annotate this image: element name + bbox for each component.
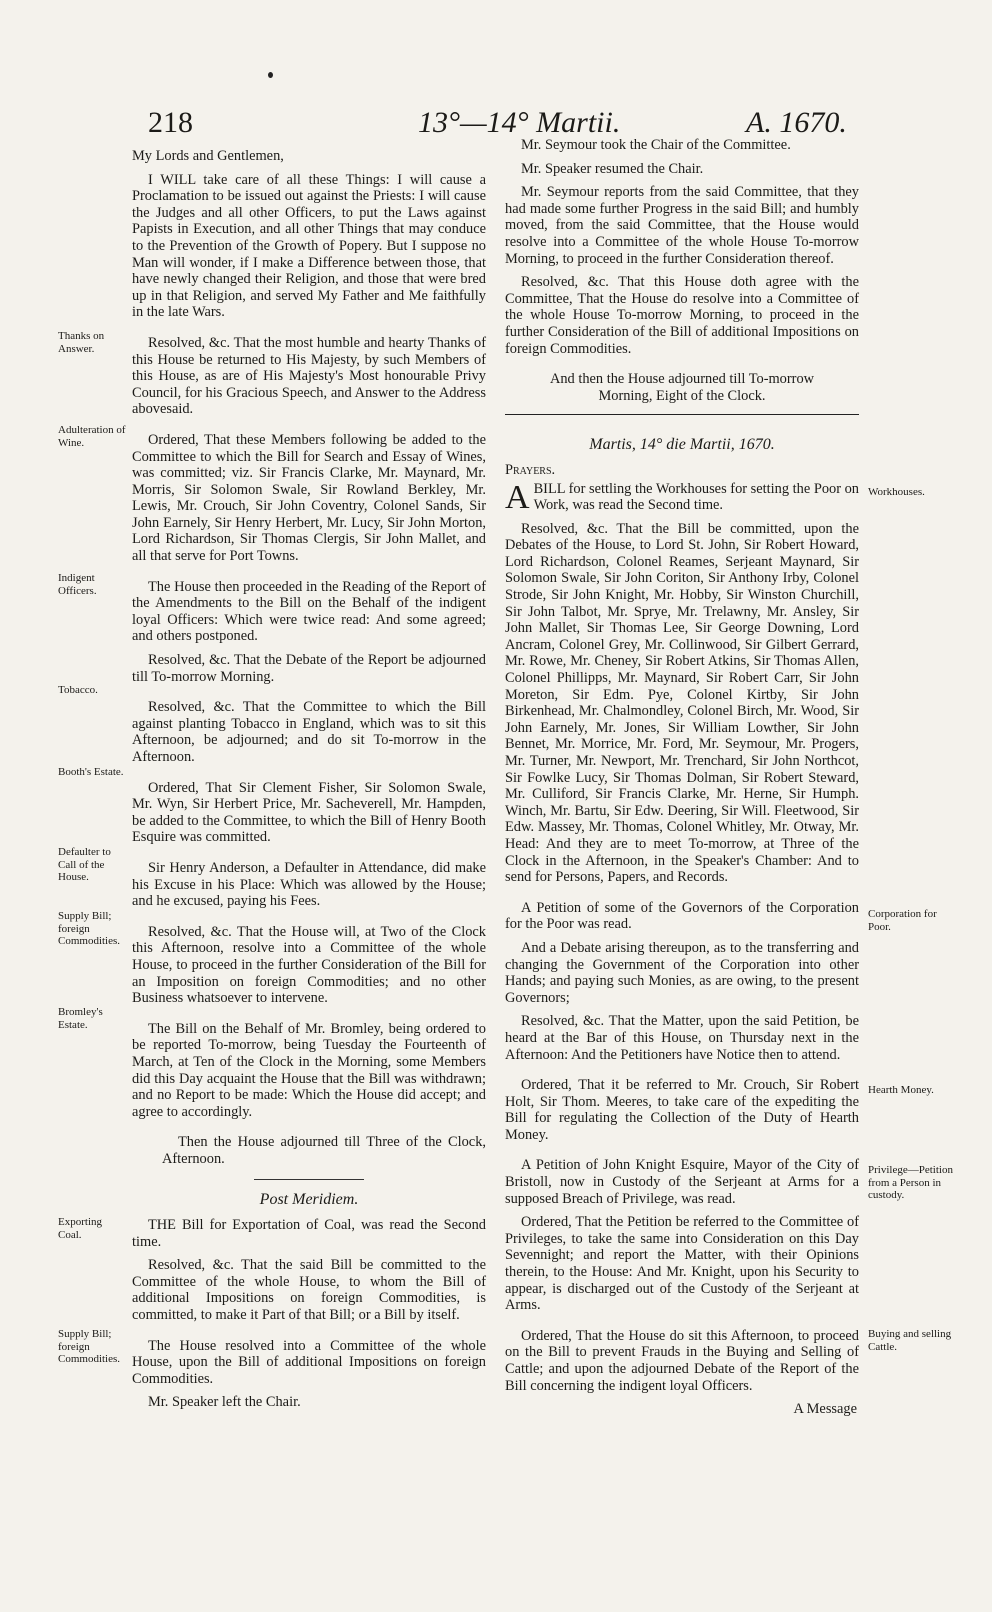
adjournment: Then the House adjourned till Three of the Clock, Afternoon. xyxy=(162,1134,486,1167)
paragraph xyxy=(505,478,859,516)
margin-note: Defaulter to Call of the House. xyxy=(58,846,111,883)
paragraph: Ordered, That these Members following be added to the Committee to which the Bill for Search and Essay of Wines, was committed; viz. Sir Francis Clarke, Mr. Maynard, Mr. Morris, Sir Solomon Swale, Sir Rowland Berkley, Mr. Lewis, Mr. Crouch, Sir John Coventry, Colonel Sands, Sir John Earnely, Sir Henry Herbert, Mr. Lucy, Sir John Morton, Lord Richardson, Sir Thomas Clergis, Sir John Mallet, and all that serve for Port Towns. xyxy=(132,431,486,565)
margin-note: Workhouses. xyxy=(868,486,925,498)
paragraph: Ordered, That the Petition be referred to the Committee of Privileges, to take the same into Consideration on this Day Sevennight; and report the Matter, with their Opinions therein, to the House: And Mr. Knight, upon his Security to appear, is discharged out of the Custody of the Serjeant at Arms. xyxy=(505,1214,859,1314)
paragraph: Mr. Speaker left the Chair. xyxy=(148,1394,301,1411)
section-rule xyxy=(254,1179,364,1180)
adjournment: And then the House adjourned till To-morrow Morning, Eight of the Clock. xyxy=(549,371,815,404)
margin-note: Hearth Money. xyxy=(868,1084,934,1096)
post-meridiem-heading: Post Meridiem. xyxy=(259,1191,359,1209)
margin-note: Supply Bill; foreign Commodities. xyxy=(58,1328,121,1365)
paragraph: A Petition of John Knight Esquire, Mayor of the City of Bristoll, now in Custody of the Serjeant at Arms for a supposed Breach of Privilege, was read. xyxy=(505,1157,859,1207)
left-column xyxy=(132,148,486,1418)
paragraph: Mr. Speaker resumed the Chair. xyxy=(521,160,704,177)
paragraph: Resolved, &c. That the Bill be committed, upon the Debates of the House, to Lord St. John, Sir Robert Howard, Lord Richardson, Colonel Reames, Serjeant Maynard, Sir Solomon Swale, Sir John Coriton, Sir Anthony Irby, Colonel Strode, Sir John Knight, Mr. Hobby, Sir Winston Churchill, Sir John Talbot, Mr. Sprye, Mr. Trelawny, Mr. Ansley, Sir John Mallet, Sir Thomas Lee, Sir George Downing, Lord Ancram, Colonel Grey, Mr. Collinwood, Sir Gilbert Gerrard, Mr. Rowe, Mr. Cheney, Sir Robert Atkins, Sir Thomas Allen, Colonel Phillipps, Mr. Maynard, Sir Robert Carr, Sir John Moreton, Sir Edm. Pye, Colonel Kirtby, Sir John Birkenhead, Mr. Chalmondley, Colonel Birch, Mr. Wood, Sir John Earnely, Mr. Jones, Sir William Lowther, Sir John Bennet, Mr. Morrice, Mr. Ford, Mr. Seymour, Mr. Progers, Mr. Turner, Mr. Newport, Mr. Trenchard, Sir John Northcot, Sir Fowlke Lucy, Sir Thomas Dolman, Sir Robert Steward, Mr. Culliford, Sir Francis Clarke, Mr. Herne, Sir Humph. Winch, Mr. Bartu, Sir Edw. Deering, Sir Will. Fleetwood, Sir Edw. Massey, Mr. Thomas, Colonel Whitley, Mr. Otway, Mr. Head: And they are to meet To-morrow, at Three of the Clock in the Afternoon, in the Speaker's Chamber: And to send for Persons, Papers, and Records. xyxy=(505,520,859,886)
paragraph: Resolved, &c. That the House will, at Two of the Clock this Afternoon, resolve into a Committee of the whole House, to proceed in the further Consideration of the Bill for an Imposition on foreign Commodities; and no other Business whatsoever to intervene. xyxy=(132,923,486,1007)
ink-dot xyxy=(268,72,273,78)
drop-capital: A xyxy=(505,478,530,516)
paragraph: Ordered, That the House do sit this Afternoon, to proceed on the Bill to prevent Frauds in the Buying and Selling of Cattle; and upon the adjourned Debate of the Report of the Bill concerning the indigent loyal Officers. xyxy=(505,1327,859,1394)
margin-note: Exporting Coal. xyxy=(58,1216,102,1241)
margin-note: Indigent Officers. xyxy=(58,572,97,597)
paragraph-text: BILL for settling the Workhouses for setting the Poor on Work, was read the Second time. xyxy=(533,480,859,514)
date-heading: Martis, 14° die Martii, 1670. xyxy=(589,436,775,454)
margin-note: Bromley's Estate. xyxy=(58,1006,103,1031)
paragraph: Resolved, &c. That the Matter, upon the said Petition, be heard at the Bar of this House, on Thursday next in the Afternoon: And the Petitioners have Notice then to attend. xyxy=(505,1013,859,1063)
paragraph: THE Bill for Exportation of Coal, was read the Second time. xyxy=(132,1217,486,1250)
paragraph: Resolved, &c. That the said Bill be committed to the Committee of the whole House, to whom the Bill of additional Impositions on foreign Commodities, is committed, to make it Part of that Bill; or a Bill by itself. xyxy=(132,1257,486,1324)
paragraph: Mr. Seymour reports from the said Committee, that they had made some further Progress in the said Bill; and humbly moved, from the said Committee, that the House would resolve into a Committee of the whole House To-morrow Morning, to proceed in the further Consideration thereof. xyxy=(505,184,859,267)
right-column xyxy=(505,137,859,1425)
section-rule xyxy=(505,414,859,415)
paragraph: The Bill on the Behalf of Mr. Bromley, being ordered to be reported To-morrow, being Tuesday the Fourteenth of March, at Ten of the Clock in the Morning, some Members did this Day acquaint the House that the Bill was withdrawn; and no Report to be made: Which the House did accept; and agree to accordingly. xyxy=(132,1020,486,1120)
margin-note: Booth's Estate. xyxy=(58,766,124,778)
paragraph: Resolved, &c. That the Debate of the Report be adjourned till To-morrow Morning. xyxy=(132,652,486,685)
paragraph: I WILL take care of all these Things: I will cause a Proclamation to be issued out against the Priests: I will cause the Judges and all other Officers, to put the Laws against Papists in Execution, and all other Things that may conduce to the Prevention of the Growth of Popery. But I suppose no Man will wonder, if I make a Difference between those, that have newly changed their Religion, and those that were bred up in that Religion, and served My Father and Me faithfully in the late Wars. xyxy=(132,171,486,321)
paragraph: A Petition of some of the Governors of the Corporation for the Poor was read. xyxy=(505,899,859,933)
page-number: 218 xyxy=(148,106,193,139)
margin-note: Privilege—Petition from a Person in custody. xyxy=(868,1164,953,1201)
margin-note: Buying and selling Cattle. xyxy=(868,1328,952,1353)
paragraph: Resolved, &c. That the Committee to which the Bill against planting Tobacco in England, which was to sit this Afternoon, be adjourned; and do sit To-morrow in the Afternoon. xyxy=(132,699,486,765)
page-header xyxy=(0,96,992,142)
margin-note: Supply Bill; foreign Commodities. xyxy=(58,910,121,947)
paragraph: Sir Henry Anderson, a Defaulter in Attendance, did make his Excuse in his Place: Which was allowed by the House; and he excused, paying his Fees. xyxy=(132,859,486,910)
running-title: 13°—14° Martii. xyxy=(418,106,621,139)
margin-note: Thanks on Answer. xyxy=(58,330,105,355)
paragraph: Mr. Seymour took the Chair of the Committee. xyxy=(521,137,791,153)
paragraph: Ordered, That it be referred to Mr. Crouch, Sir Robert Holt, Sir Thom. Meeres, to take care of the expediting the Bill for regulating the Collection of the Duty of Hearth Money. xyxy=(505,1077,859,1143)
margin-note: Tobacco. xyxy=(58,684,98,696)
paragraph: The House then proceeded in the Reading of the Report of the Amendments to the Bill on the Behalf of the indigent loyal Officers: Which were twice read: And some agreed; and others postponed. xyxy=(132,578,486,645)
paragraph: And a Debate arising thereupon, as to the transferring and changing the Government of the Corporation into other Hands; and paying such Monies, as are owing, to the present Governors; xyxy=(505,939,859,1006)
running-year: A. 1670. xyxy=(746,106,847,139)
catchword: A Message xyxy=(793,1401,857,1418)
paragraph: Resolved, &c. That this House doth agree with the Committee, That the House do resolve into a Committee of the whole House To-morrow Morning, to proceed in the further Consideration of the Bill of additional Impositions on foreign Commodities. xyxy=(505,274,859,357)
prayers-label: Prayers. xyxy=(505,461,556,478)
margin-note: Corporation for Poor. xyxy=(868,908,937,933)
paragraph: Resolved, &c. That the most humble and hearty Thanks of this House be returned to His Majesty, by such Members of this House, as are of His Majesty's Most honourable Privy Council, for his Gracious Speech, and Answer to the Address abovesaid. xyxy=(132,334,486,418)
paragraph: Ordered, That Sir Clement Fisher, Sir Solomon Swale, Mr. Wyn, Sir Herbert Price, Mr. Sacheverell, Mr. Hampden, be added to the Committee, to which the Bill of Henry Booth Esquire was committed. xyxy=(132,779,486,846)
paragraph: The House resolved into a Committee of the whole House, upon the Bill of additional Impositions on foreign Commodities. xyxy=(132,1337,486,1387)
salutation: My Lords and Gentlemen, xyxy=(132,148,284,164)
margin-note: Adulteration of Wine. xyxy=(58,424,126,449)
